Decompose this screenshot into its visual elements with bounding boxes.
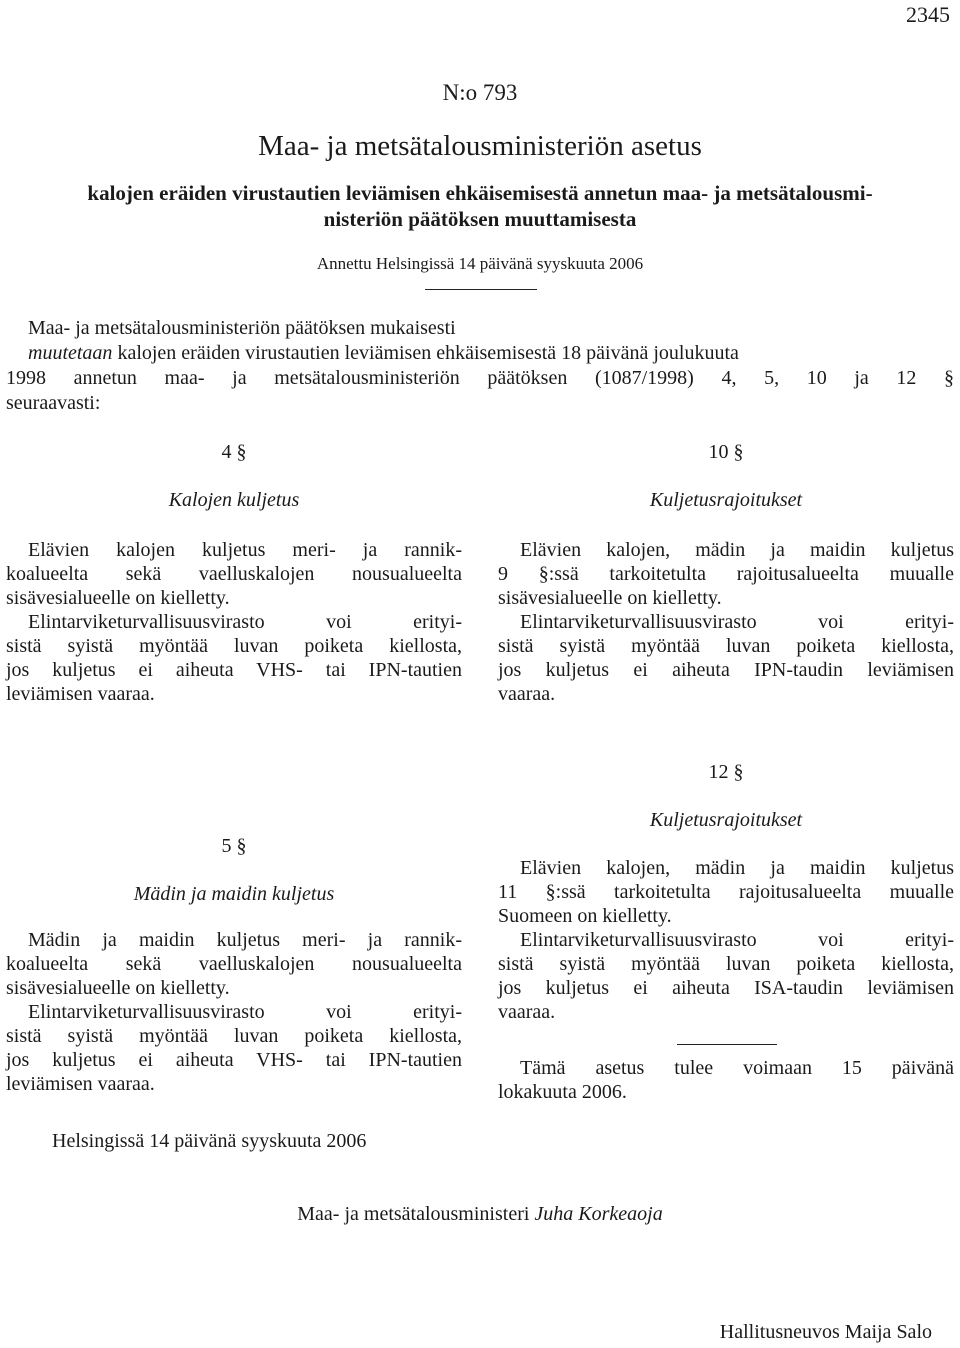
body-line: sisävesialueelle on kielletty. [498,587,722,609]
section-title: Kuljetusrajoitukset [649,809,803,831]
minister-title: Maa- ja metsätalousministeri [297,1203,535,1225]
body-line: sistä syistä myöntää luvan poiketa kiellosta, [498,953,954,975]
body-line: jos kuljetus ei aiheuta VHS- tai IPN-tautien [6,659,462,681]
section-body [498,856,954,1024]
body-line: Elintarviketurvallisuusvirasto voi erityi- [520,929,954,951]
section-4 [6,440,462,706]
intro-line-2 [6,341,954,366]
body-line: Elävien kalojen, mädin ja maidin kuljetus [520,539,954,561]
entry-line-1: Tämä asetus tulee voimaan 15 päivänä [520,1057,954,1079]
counsellor-signature: Hallitusneuvos Maija Salo [719,1321,932,1343]
section-heading: 10 § [708,441,744,463]
body-line: Elintarviketurvallisuusvirasto voi erityi- [28,1001,462,1023]
intro-line-1: Maa- ja metsätalousministeriön päätöksen mukaisesti [28,317,456,339]
end-divider [677,1044,777,1045]
entry-into-force-text [498,1056,954,1104]
decree-subtitle [0,180,960,232]
body-line: jos kuljetus ei aiheuta IPN-taudin leviämisen [498,659,954,681]
body-line: Elintarviketurvallisuusvirasto voi erityi- [520,611,954,633]
intro-verb: muutetaan [28,342,113,364]
intro-line-2-rest: kalojen eräiden virustautien leviämisen ehkäisemisestä 18 päivänä joulukuuta [112,342,739,364]
place-date: Helsingissä 14 päivänä syyskuuta 2006 [52,1130,367,1152]
body-line: Elävien kalojen, mädin ja maidin kuljetus [520,857,954,879]
body-line: sisävesialueelle on kielletty. [6,587,230,609]
section-body [6,538,462,706]
section-heading: 5 § [221,835,247,857]
body-line: leviämisen vaaraa. [6,683,155,705]
section-title: Kalojen kuljetus [168,489,300,511]
section-body [498,538,954,706]
body-line: 9 §:ssä tarkoitetulta rajoitusalueelta muualle [498,563,954,585]
minister-signature [0,1203,960,1226]
body-line: Elävien kalojen kuljetus meri- ja rannik- [28,539,462,561]
given-date: Annettu Helsingissä 14 päivänä syyskuuta 2006 [316,254,644,273]
title-divider [425,289,537,290]
body-line: jos kuljetus ei aiheuta VHS- tai IPN-tautien [6,1049,462,1071]
body-line: leviämisen vaaraa. [6,1073,155,1095]
intro-line-4: seuraavasti: [6,392,101,414]
body-line: sisävesialueelle on kielletty. [6,977,230,999]
section-body [6,928,462,1096]
body-line: koalueelta sekä vaelluskalojen nousualueelta [6,563,462,585]
body-line: Elintarviketurvallisuusvirasto voi erityi- [28,611,462,633]
decree-number: N:o 793 [442,80,518,105]
body-line: sistä syistä myöntää luvan poiketa kiellosta, [498,635,954,657]
section-12 [498,760,954,1024]
entry-into-force [498,1056,954,1104]
entry-line-2: lokakuuta 2006. [498,1081,627,1103]
body-line: vaaraa. [498,1001,556,1023]
body-line: jos kuljetus ei aiheuta ISA-taudin leviämisen [498,977,954,999]
body-line: Mädin ja maidin kuljetus meri- ja rannik- [28,929,462,951]
body-line: sistä syistä myöntää luvan poiketa kiellosta, [6,635,462,657]
page-number: 2345 [906,2,950,27]
decree-title: Maa- ja metsätalousministeriön asetus [258,130,702,162]
section-10 [498,440,954,706]
body-line: koalueelta sekä vaelluskalojen nousualueelta [6,953,462,975]
subtitle-line-2: nisteriön päätöksen muuttamisesta [323,207,637,231]
subtitle-line-1: kalojen eräiden virustautien leviämisen ehkäisemisestä annetun maa- ja metsätalousmi- [87,181,873,205]
body-line: sistä syistä myöntää luvan poiketa kiellosta, [6,1025,462,1047]
body-line: vaaraa. [498,683,556,705]
section-title: Mädin ja maidin kuljetus [133,883,335,905]
body-line: 11 §:ssä tarkoitetulta rajoitusalueelta muualle [498,881,954,903]
body-line: Suomeen on kielletty. [498,905,672,927]
minister-name: Juha Korkeaoja [534,1203,663,1225]
section-heading: 4 § [221,441,247,463]
intro-paragraph [6,316,954,416]
section-heading: 12 § [708,761,744,783]
section-5 [6,834,462,1096]
intro-line-3: 1998 annetun maa- ja metsätalousministeriön päätöksen (1087/1998) 4, 5, 10 ja 12 § [6,367,954,389]
section-title: Kuljetusrajoitukset [649,489,803,511]
